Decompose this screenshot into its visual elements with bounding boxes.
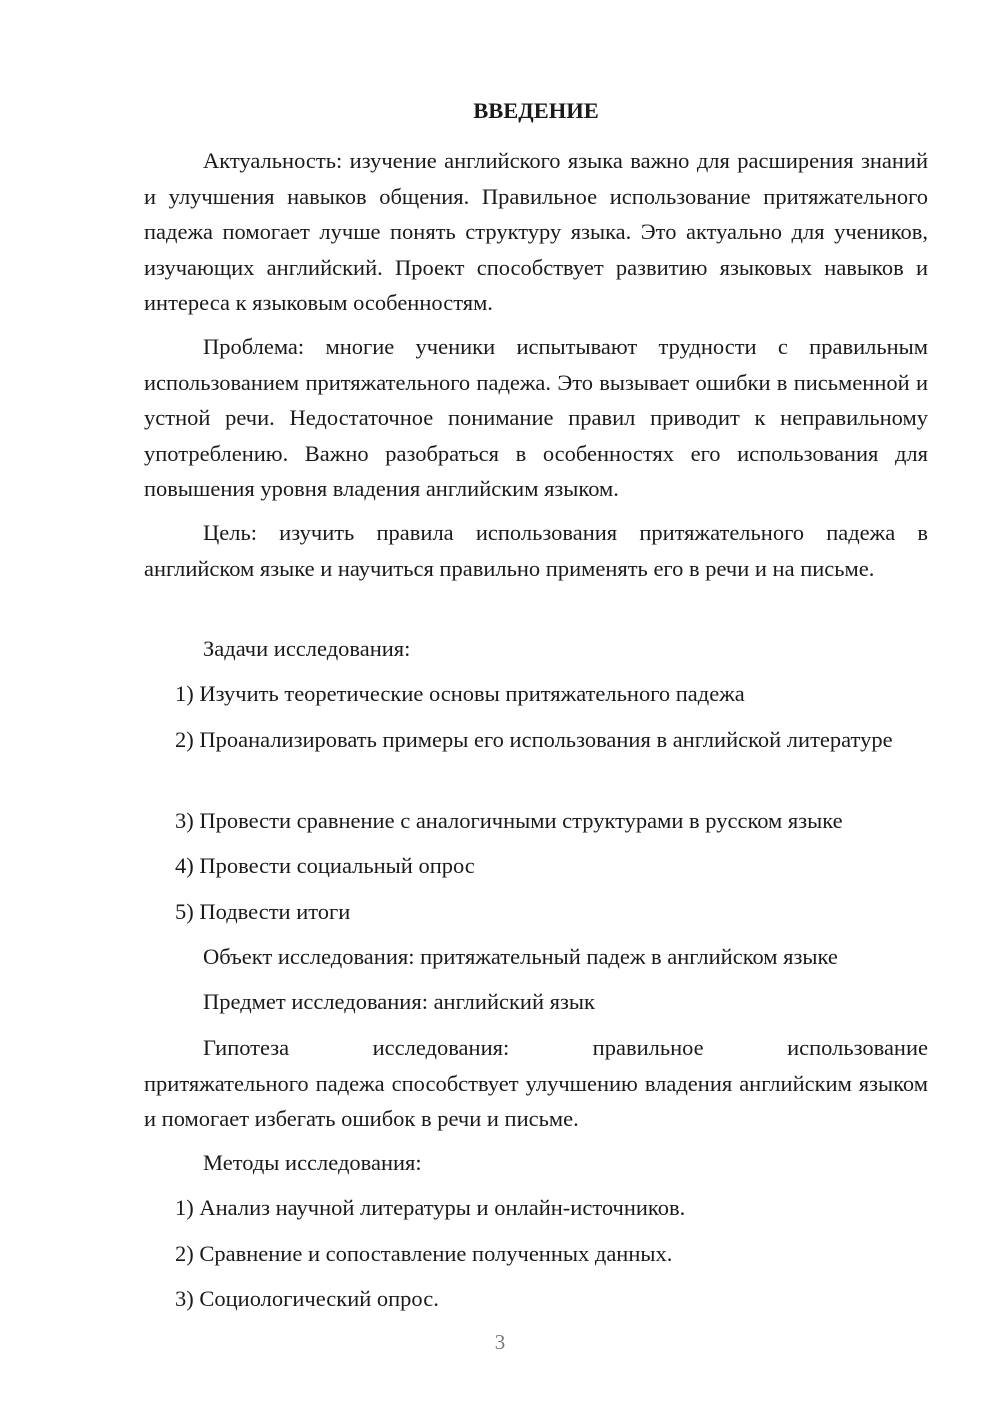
hypothesis-rest: притяжательного падежа способствует улучшению владения английским языком и помогает избегать ошибок в речи и письме. [144, 1070, 928, 1131]
paragraph-problem: Проблема: многие ученики испытывают трудности с правильным использованием притяжательного падежа. Это вызывает ошибки в письменной и устной речи. Недостаточное понимание правил приводит к неправильному употреблению. Важно разобраться в особенностях его использования для повышения уровня владения английским языком. [144, 334, 928, 501]
tasks-heading: Задачи исследования: [203, 636, 411, 661]
paragraph-goal: Цель: изучить правила использования притяжательного падежа в английском языке и научиться правильно применять его в речи и на письме. [144, 520, 928, 581]
task-item: 4) Провести социальный опрос [175, 853, 475, 878]
task-item: 1) Изучить теоретические основы притяжательного падежа [175, 681, 745, 706]
page-number: 3 [494, 1330, 506, 1354]
hypothesis-word: исследования: [372, 1035, 510, 1060]
task-item: 2) Проанализировать примеры его использования в английской литературе [175, 727, 893, 752]
methods-heading: Методы исследования: [203, 1150, 422, 1175]
method-item: 3) Социологический опрос. [175, 1286, 439, 1311]
paragraph-object: Объект исследования: притяжательный падеж в английском языке [203, 944, 838, 969]
hypothesis-word: использование [787, 1035, 928, 1060]
method-item: 1) Анализ научной литературы и онлайн-источников. [175, 1195, 686, 1220]
task-item: 5) Подвести итоги [175, 899, 351, 924]
paragraph-hypothesis [144, 1030, 928, 1137]
hypothesis-word: Гипотеза [203, 1035, 290, 1060]
method-item: 2) Сравнение и сопоставление полученных данных. [175, 1241, 673, 1266]
task-item: 3) Провести сравнение с аналогичными структурами в русском языке [175, 808, 843, 833]
hypothesis-word: правильное [592, 1035, 704, 1060]
page-title: ВВЕДЕНИЕ [473, 98, 599, 123]
hypothesis-first-line [144, 1030, 928, 1066]
paragraph-subject: Предмет исследования: английский язык [203, 989, 595, 1014]
paragraph-relevance: Актуальность: изучение английского языка важно для расширения знаний и улучшения навыков общения. Правильное использование притяжательного падежа помогает лучше понять структуру языка. Это актуально для учеников, изучающих английский. Проект способствует развитию языковых навыков и интереса к языковым особенностям. [144, 148, 928, 315]
